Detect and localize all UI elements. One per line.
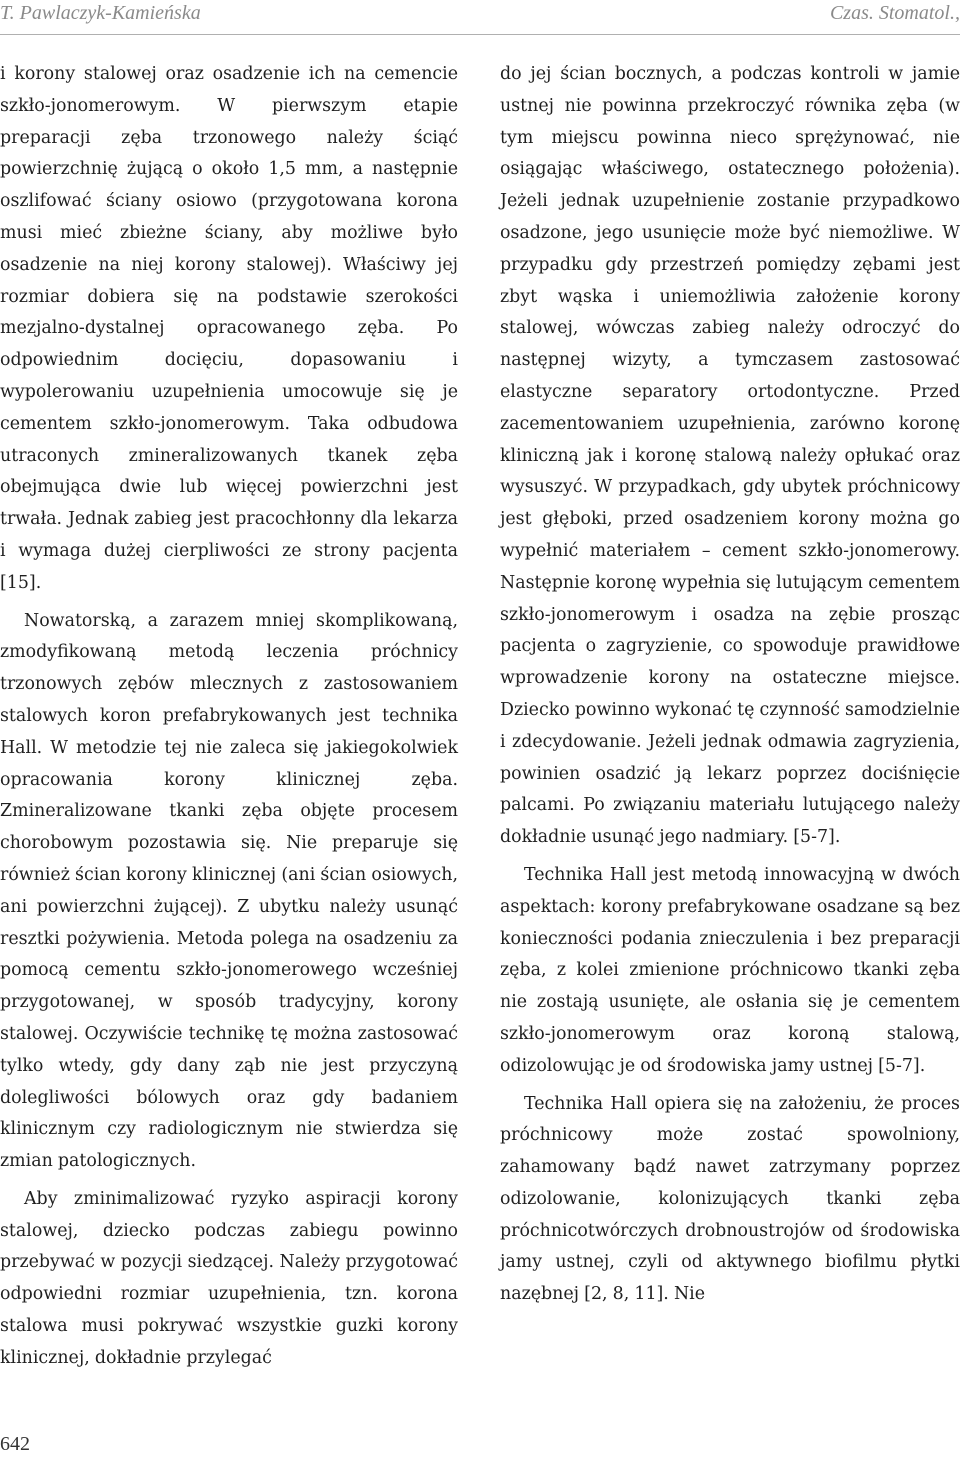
- header-author: T. Pawlaczyk-Kamieńska: [0, 2, 201, 24]
- paragraph: Technika Hall opiera się na założeniu, że proces próchnicowy może zostać spowolniony, zahamowany bądź nawet zatrzymany poprzez odizolowanie, kolonizujących tkanki zęba próchnicotwórczych drobnoustrojów od środowiska jamy ustnej, czyli od aktywnego biofilmu płytki nazębnej [2, 8, 11]. Nie: [500, 1093, 960, 1305]
- header-divider: [0, 34, 960, 35]
- paragraph: do jej ścian bocznych, a podczas kontroli w jamie ustnej nie powinna przekroczyć równika zęba (w tym miejscu powinna nieco sprężynować, nie osiągając właściwego, ostatecznego położenia). Jeżeli jednak uzupełnienie zostanie przypadkowo osadzone, jego usunięcie może być niemożliwe. W przypadku gdy przestrzeń pomiędzy zębami jest zbyt wąska i uniemożliwia założenie korony stalowej, wówczas zabieg należy odroczyć do następnej wizyty, a tymczasem zastosować elastyczne separatory ortodontyczne. Przed zacementowaniem uzupełnienia, zarówno koronę kliniczną jak i koronę stalową należy opłukać oraz wysuszyć. W przypadkach, gdy ubytek próchnicowy jest głęboki, przed osadzeniem korony można go wypełnić materiałem – cement szkło-jonomerowy. Następnie koronę wypełnia się lutującym cementem szkło-jonomerowym i osadza na zębie prosząc pacjenta o zagryzienie, co spowoduje prawidłowe wprowadzenie korony na ostateczne miejsce. Dziecko powinno wykonać tę czynność samodzielnie i zdecydowanie. Jeżeli jednak odmawia zagryzienia, powinien osadzić ją lekarz poprzez dociśnięcie palcami. Po związaniu materiału lutującego należy dokładnie usunąć jego nadmiary. [5-7].: [500, 64, 960, 848]
- running-header: [0, 2, 960, 30]
- page-number: 642: [0, 1433, 30, 1455]
- paragraph: i korony stalowej oraz osadzenie ich na cemencie szkło-jonomerowym. W pierwszym etapie preparacji zęba trzonowego należy ściąć powierzchnię żującą o około 1,5 mm, a następnie oszlifować ściany osiowo (przygotowana korona musi mieć zbieżne ściany, aby możliwe było osadzenie na niej korony stalowej). Właściwy jej rozmiar dobiera się na podstawie szerokości mezjalno-dystalnej opracowanego zęba. Po odpowiednim docięciu, dopasowaniu i wypolerowaniu uzupełnienia umocowuje się je cementem szkło-jonomerowym. Taka odbudowa utraconych zmineralizowanych tkanek zęba obejmująca dwie lub więcej powierzchni jest trwała. Jednak zabieg jest pracochłonny dla lekarza i wymaga dużej cierpliwości ze strony pacjenta [15].: [0, 64, 458, 593]
- paragraph: Technika Hall jest metodą innowacyjną w dwóch aspektach: korony prefabrykowane osadzane są bez konieczności podania znieczulenia i bez preparacji zęba, z kolei zmienione próchnicowo tkanki zęba nie zostają usunięte, ale osłania się je cementem szkło-jonomerowym oraz koroną stalową, odizolowując je od środowiska jamy ustnej [5-7].: [500, 864, 960, 1076]
- paragraph: Aby zminimalizować ryzyko aspiracji korony stalowej, dziecko podczas zabiegu powinno przebywać w pozycji siedzącej. Należy przygotować odpowiedni rozmiar uzupełnienia, tzn. korona stalowa musi pokrywać wszystkie guzki korony klinicznej, dokładnie przylegać: [0, 1188, 458, 1368]
- paragraph: Nowatorską, a zarazem mniej skomplikowaną, zmodyfikowaną metodą leczenia próchnicy trzonowych zębów mlecznych z zastosowaniem stalowych koron prefabrykowanych jest technika Hall. W metodzie tej nie zaleca się jakiegokolwiek opracowania korony klinicznej zęba. Zmineralizowane tkanki zęba objęte procesem chorobowym pozostawia się. Nie preparuje się również ścian korony klinicznej (ani ścian osiowych, ani powierzchni żującej). Z ubytku należy usunąć resztki pożywienia. Metoda polega na osadzeniu za pomocą cementu szkło-jonomerowego wcześniej przygotowanej, w sposób tradycyjny, korony stalowej. Oczywiście technikę tę można zastosować tylko wtedy, gdy dany ząb nie jest przyczyną dolegliwości bólowych oraz gdy badaniem klinicznym czy radiologicznym nie stwierdza się zmian patologicznych.: [0, 610, 458, 1172]
- left-column: [0, 59, 458, 1375]
- right-column: [500, 59, 960, 1311]
- header-journal: Czas. Stomatol.,: [829, 2, 960, 24]
